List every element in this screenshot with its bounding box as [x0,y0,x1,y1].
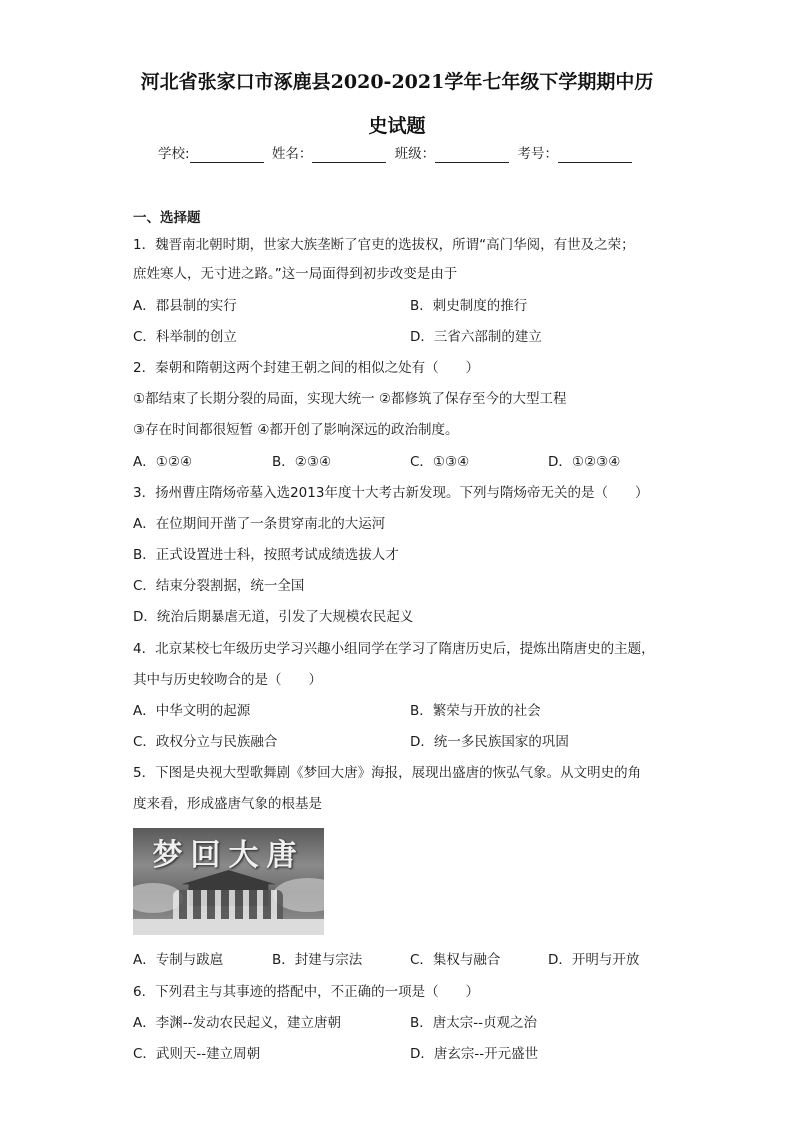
poster-title: 梦回大唐 [152,838,305,873]
q2-stem-line1: 2．秦朝和隋朝这两个封建王朝之间的相似之处有（ ） [133,360,480,376]
q5-stem-line1: 5．下图是央视大型歌舞剧《梦回大唐》海报，展现出盛唐的恢弘气象。从文明史的角 [133,765,642,781]
dancers-shape [173,890,283,920]
q4-option-b[interactable]: B．繁荣与开放的社会 [410,703,541,719]
name-label: 姓名： [271,146,313,162]
name-blank[interactable] [312,148,386,163]
q2-stem-line3: ③存在时间都很短暂 ④都开创了影响深远的政治制度。 [133,422,459,438]
q4-option-c[interactable]: C．政权分立与民族融合 [133,734,278,750]
q6-option-d[interactable]: D．唐玄宗--开元盛世 [410,1046,539,1062]
q4-option-a[interactable]: A．中华文明的起源 [133,703,251,719]
q5-option-c[interactable]: C．集权与融合 [410,952,501,968]
exam-no-label: 考号： [517,146,558,162]
school-blank[interactable] [190,148,264,163]
q1-option-a[interactable]: A．郡县制的实行 [133,298,237,314]
stage-shape [133,919,324,935]
q2-option-a[interactable]: A．①②④ [133,454,193,470]
exam-no-blank[interactable] [558,148,632,163]
q1-stem-line1: 1．魏晋南北朝时期，世家大族垄断了官吏的选拔权，所谓“高门华阅，有世及之荣； [133,237,635,253]
q5-stem-line2: 度来看，形成盛唐气象的根基是 [133,796,322,812]
q5-option-a[interactable]: A．专制与跋扈 [133,952,224,968]
q5-option-b[interactable]: B．封建与宗法 [272,952,363,968]
q3-stem-line1: 3．扬州曹庄隋炀帝墓入选2013年度十大考古新发现。下列与隋炀帝无关的是（ ） [133,485,649,501]
q2-option-d[interactable]: D．①②③④ [548,454,621,470]
q4-stem-line1: 4．北京某校七年级历史学习兴趣小组同学在学习了隋唐历史后，提炼出隋唐史的主题， [133,641,655,657]
q5-option-d[interactable]: D．开明与开放 [548,952,640,968]
q3-option-c[interactable]: C．结束分裂割据，统一全国 [133,578,305,594]
q1-option-d[interactable]: D．三省六部制的建立 [410,329,542,345]
student-info-line [0,145,794,163]
school-label: 学校: [158,146,190,162]
q3-option-b[interactable]: B．正式设置进士科，按照考试成绩选拔人才 [133,547,399,563]
section-title: 一、选择题 [133,210,201,226]
q2-option-c[interactable]: C．①③④ [410,454,470,470]
q6-option-c[interactable]: C．武则天--建立周朝 [133,1046,261,1062]
q2-option-b[interactable]: B．②③④ [272,454,332,470]
class-blank[interactable] [435,148,509,163]
dream-back-to-tang-poster-image [133,828,324,935]
q1-option-c[interactable]: C．科举制的创立 [133,329,237,345]
q2-stem-line2: ①都结束了长期分裂的局面，实现大统一 ②都修筑了保存至今的大型工程 [133,391,567,407]
q3-option-d[interactable]: D．统治后期暴虐无道，引发了大规模农民起义 [133,609,414,625]
exam-title-line1: 河北省张家口市涿鹿县2020-2021学年七年级下学期期中历 [140,71,654,93]
exam-title-line2: 史试题 [368,115,426,137]
class-label: 班级： [394,146,436,162]
q1-stem-line2: 庶姓寒人，无寸进之路。”这一局面得到初步改变是由于 [133,266,458,282]
q4-option-d[interactable]: D．统一多民族国家的巩固 [410,734,569,750]
q6-stem-line1: 6．下列君主与其事迹的搭配中，不正确的一项是（ ） [133,984,480,1000]
q1-option-b[interactable]: B．刺史制度的推行 [410,298,528,314]
q6-option-b[interactable]: B．唐太宗--贞观之治 [410,1015,538,1031]
q3-option-a[interactable]: A．在位期间开凿了一条贯穿南北的大运河 [133,516,386,532]
q6-option-a[interactable]: A．李渊--发动农民起义，建立唐朝 [133,1015,341,1031]
q4-stem-line2: 其中与历史较吻合的是（ ） [133,672,322,688]
